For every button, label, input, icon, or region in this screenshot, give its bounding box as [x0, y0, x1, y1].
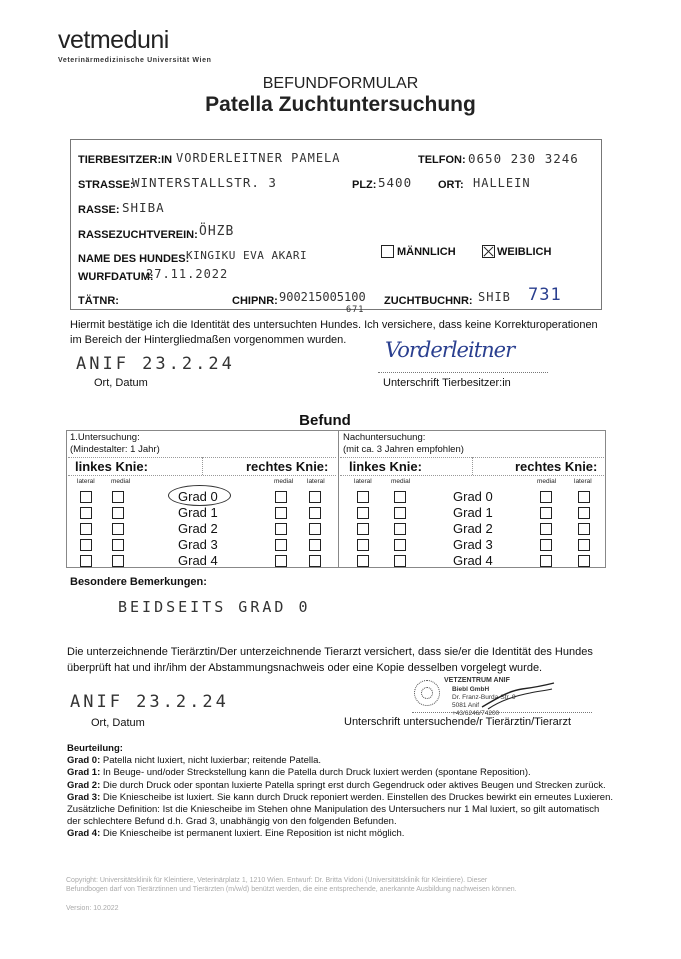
followup-grade-2-label: Grad 2: [453, 521, 493, 536]
followup-left-medial-label: medial: [391, 478, 411, 485]
first-left-lateral-grade-0-checkbox[interactable]: [80, 491, 92, 503]
stamp-line-2: Biebl GmbH: [452, 686, 490, 693]
first-left-lateral-grade-1-checkbox[interactable]: [80, 507, 92, 519]
first-left-medial-grade-0-checkbox[interactable]: [112, 491, 124, 503]
followup-left-medial-grade-3-checkbox[interactable]: [394, 539, 406, 551]
first-right-medial-grade-1-checkbox[interactable]: [275, 507, 287, 519]
followup-left-medial-grade-1-checkbox[interactable]: [394, 507, 406, 519]
male-checkbox[interactable]: [381, 245, 394, 258]
chip-value[interactable]: 900215005100: [279, 290, 366, 304]
birth-date-label: WURFDATUM:: [78, 271, 154, 283]
stamp-line-1: VETZENTRUM ANIF: [444, 677, 510, 684]
plz-value[interactable]: 5400: [378, 175, 413, 190]
followup-right-knee-label: rechtes Knie:: [515, 459, 598, 474]
owner-declaration: Hiermit bestätige ich die Identität des untersuchten Hundes. Ich versichere, dass keine Korrekturoperationen im Bereich der Hintergliedmaßen vorgenommen wurden.: [70, 319, 598, 346]
first-knee-separator: [202, 457, 203, 475]
vet-place-date-label: Ort, Datum: [91, 717, 145, 729]
phone-label: TELFON:: [418, 154, 466, 166]
logo-subtitle: Veterinärmedizinische Universität Wien: [58, 57, 212, 64]
first-grade-0-label: Grad 0: [178, 489, 218, 504]
studbook-label: ZUCHTBUCHNR:: [384, 295, 473, 307]
first-left-lateral-grade-4-checkbox[interactable]: [80, 555, 92, 567]
followup-right-lateral-grade-0-checkbox[interactable]: [578, 491, 590, 503]
breed-value[interactable]: SHIBA: [122, 200, 165, 215]
studbook-value[interactable]: SHIB: [478, 290, 511, 304]
assessment-grade-0: Grad 0: Patella nicht luxiert, nicht luxierbar; reitende Patella.: [67, 755, 321, 767]
breed-club-value[interactable]: ÖHZB: [199, 224, 235, 239]
form-subtitle: Patella Zuchtuntersuchung: [205, 93, 476, 116]
birth-date-value[interactable]: 27.11.2022: [146, 267, 229, 281]
female-checkbox[interactable]: [482, 245, 495, 258]
first-right-lateral-grade-2-checkbox[interactable]: [309, 523, 321, 535]
followup-grade-4-label: Grad 4: [453, 553, 493, 568]
owner-place-date[interactable]: ANIF 23.2.24: [76, 354, 235, 374]
stamp-line-3: Dr. Franz-Burda-Str. 9: [452, 694, 516, 701]
first-right-lateral-label: lateral: [307, 478, 325, 485]
stamp-seal-inner: [421, 687, 433, 699]
followup-exam-label: Nachuntersuchung:: [343, 432, 426, 443]
owner-place-date-label: Ort, Datum: [94, 377, 148, 389]
footer-version: Version: 10.2022: [66, 905, 119, 912]
owner-signature-line: [378, 372, 548, 373]
followup-grade-3-label: Grad 3: [453, 537, 493, 552]
followup-left-lateral-label: lateral: [354, 478, 372, 485]
followup-right-lateral-grade-4-checkbox[interactable]: [578, 555, 590, 567]
assessment-block: [67, 743, 615, 841]
vet-signature: [478, 679, 558, 715]
befund-heading: Befund: [299, 412, 351, 429]
dog-name-value[interactable]: KINGIKU EVA AKARI: [186, 249, 308, 262]
stamp-line-5: +43/6246/74200: [452, 710, 500, 717]
vet-signature-line: [412, 712, 592, 713]
tattoo-label: TÄTNR:: [78, 295, 119, 307]
first-grade-4-label: Grad 4: [178, 553, 218, 568]
assessment-grade-3: Grad 3: Die Kniescheibe ist luxiert. Sie kann durch Druck reponiert werden. Einstellen des Druckes bewirkt ein erneutes Luxieren.: [67, 791, 613, 803]
logo-text: vetmeduni: [58, 26, 169, 54]
first-left-medial-grade-4-checkbox[interactable]: [112, 555, 124, 567]
first-right-medial-label: medial: [274, 478, 294, 485]
breed-club-label: RASSEZUCHTVEREIN:: [78, 229, 198, 241]
followup-left-lateral-grade-0-checkbox[interactable]: [357, 491, 369, 503]
remarks-label: Besondere Bemerkungen:: [70, 576, 207, 588]
stamp-line-4: 5081 Anif: [452, 702, 480, 709]
first-left-medial-grade-3-checkbox[interactable]: [112, 539, 124, 551]
followup-right-medial-grade-1-checkbox[interactable]: [540, 507, 552, 519]
followup-right-medial-label: medial: [537, 478, 557, 485]
ort-value[interactable]: HALLEIN: [473, 176, 531, 190]
assessment-grade-4: Grad 4: Die Kniescheibe ist permanent luxiert. Eine Reposition ist nicht möglich.: [67, 828, 405, 840]
assessment-grade-2: Grad 2: Die durch Druck oder spontan luxierte Patella springt erst durch Gegendruck oder aktives Beugen und Strecken zurück.: [67, 779, 606, 791]
first-right-lateral-grade-1-checkbox[interactable]: [309, 507, 321, 519]
first-right-knee-label: rechtes Knie:: [246, 459, 329, 474]
remarks-value[interactable]: BEIDSEITS GRAD 0: [118, 598, 311, 616]
followup-left-medial-grade-0-checkbox[interactable]: [394, 491, 406, 503]
ort-label: ORT:: [438, 179, 464, 191]
owner-value[interactable]: VORDERLEITNER PAMELA: [176, 151, 341, 165]
first-knee-divider: [68, 475, 336, 476]
first-grade-2-label: Grad 2: [178, 521, 218, 536]
first-left-knee-label: linkes Knie:: [75, 459, 148, 474]
first-right-lateral-grade-0-checkbox[interactable]: [309, 491, 321, 503]
followup-left-knee-label: linkes Knie:: [349, 459, 422, 474]
first-left-lateral-label: lateral: [77, 478, 95, 485]
followup-left-lateral-grade-4-checkbox[interactable]: [357, 555, 369, 567]
followup-right-lateral-grade-3-checkbox[interactable]: [578, 539, 590, 551]
vet-place-date[interactable]: ANIF 23.2.24: [70, 692, 229, 712]
first-right-lateral-grade-4-checkbox[interactable]: [309, 555, 321, 567]
owner-signature[interactable]: Vorderleitner: [385, 338, 515, 362]
plz-label: PLZ:: [352, 179, 377, 191]
first-grade-1-label: Grad 1: [178, 505, 218, 520]
assessment-extra: Zusätzliche Definition: Ist die Kniescheibe im Stehen ohne Manipulation des Untersuchers nur 1 Mal luxiert, so gilt automatisch der schlechtere Befund d.h. Grad 3, unabhängig von den folgenden Befunden.: [67, 804, 600, 828]
followup-left-medial-grade-2-checkbox[interactable]: [394, 523, 406, 535]
first-left-lateral-grade-2-checkbox[interactable]: [80, 523, 92, 535]
grade-0-circle-mark: [168, 485, 231, 506]
followup-left-lateral-grade-3-checkbox[interactable]: [357, 539, 369, 551]
befund-divider: [338, 430, 339, 568]
followup-grade-0-label: Grad 0: [453, 489, 493, 504]
owner-label: TIERBESITZER:IN: [78, 154, 173, 166]
first-right-medial-grade-0-checkbox[interactable]: [275, 491, 287, 503]
chip-label: CHIPNR:: [232, 295, 278, 307]
studbook-number[interactable]: 731: [528, 285, 562, 305]
assessment-heading: Beurteilung:: [67, 743, 123, 754]
followup-knee-divider: [340, 475, 604, 476]
breed-label: RASSE:: [78, 204, 120, 216]
first-exam-label: 1.Untersuchung:: [70, 432, 140, 443]
vet-declaration: Die unterzeichnende Tierärztin/Der unterzeichnende Tierarzt versichert, dass sie/er die Identität des Hundes überprüft hat und ihr/ihm der Abstammungsnachweis oder eine Kopie desselben vorgelegt wurde.: [67, 646, 593, 674]
first-right-medial-grade-2-checkbox[interactable]: [275, 523, 287, 535]
followup-right-medial-grade-0-checkbox[interactable]: [540, 491, 552, 503]
first-left-lateral-grade-3-checkbox[interactable]: [80, 539, 92, 551]
first-right-medial-grade-4-checkbox[interactable]: [275, 555, 287, 567]
followup-grade-1-label: Grad 1: [453, 505, 493, 520]
first-left-medial-label: medial: [111, 478, 131, 485]
vet-signature-label: Unterschrift untersuchende/r Tierärztin/Tierarzt: [344, 716, 572, 728]
followup-right-lateral-grade-1-checkbox[interactable]: [578, 507, 590, 519]
followup-right-medial-grade-4-checkbox[interactable]: [540, 555, 552, 567]
followup-exam-note: (mit ca. 3 Jahren empfohlen): [343, 444, 464, 455]
footer-line-2: Befundbogen darf von Tierärztinnen und Tierärzten (m/w/d) benützt werden, die eine entsprechende, anerkannte Ausbildung nachweisen können.: [66, 886, 517, 893]
first-right-lateral-grade-3-checkbox[interactable]: [309, 539, 321, 551]
chip-extra: 671: [346, 305, 365, 315]
street-label: STRASSE:: [78, 179, 134, 191]
followup-right-medial-grade-3-checkbox[interactable]: [540, 539, 552, 551]
followup-right-lateral-label: lateral: [574, 478, 592, 485]
owner-signature-label: Unterschrift Tierbesitzer:in: [383, 377, 511, 389]
first-right-medial-grade-3-checkbox[interactable]: [275, 539, 287, 551]
footer-line-1: Copyright: Universitätsklinik für Kleintiere, Veterinärplatz 1, 1210 Wien. Entwurf: Dr. Britta Vidoni (Universitätsklinik für Kleintiere). Dieser: [66, 877, 488, 884]
first-exam-note: (Mindestalter: 1 Jahr): [70, 444, 160, 455]
street-value[interactable]: WINTERSTALLSTR. 3: [132, 175, 277, 190]
dog-name-label: NAME DES HUNDES:: [78, 253, 190, 265]
first-left-medial-grade-1-checkbox[interactable]: [112, 507, 124, 519]
first-grade-3-label: Grad 3: [178, 537, 218, 552]
phone-value[interactable]: 0650 230 3246: [468, 151, 579, 166]
first-left-medial-grade-2-checkbox[interactable]: [112, 523, 124, 535]
female-label: WEIBLICH: [497, 246, 552, 258]
followup-right-medial-grade-2-checkbox[interactable]: [540, 523, 552, 535]
assessment-grade-1: Grad 1: In Beuge- und/oder Streckstellung kann die Patella durch Druck luxiert werden (spontane Reposition).: [67, 767, 531, 779]
form-title: BEFUNDFORMULAR: [262, 75, 419, 92]
followup-knee-separator: [472, 457, 473, 475]
followup-left-lateral-grade-2-checkbox[interactable]: [357, 523, 369, 535]
followup-left-medial-grade-4-checkbox[interactable]: [394, 555, 406, 567]
followup-right-lateral-grade-2-checkbox[interactable]: [578, 523, 590, 535]
followup-left-lateral-grade-1-checkbox[interactable]: [357, 507, 369, 519]
male-label: MÄNNLICH: [397, 246, 456, 258]
